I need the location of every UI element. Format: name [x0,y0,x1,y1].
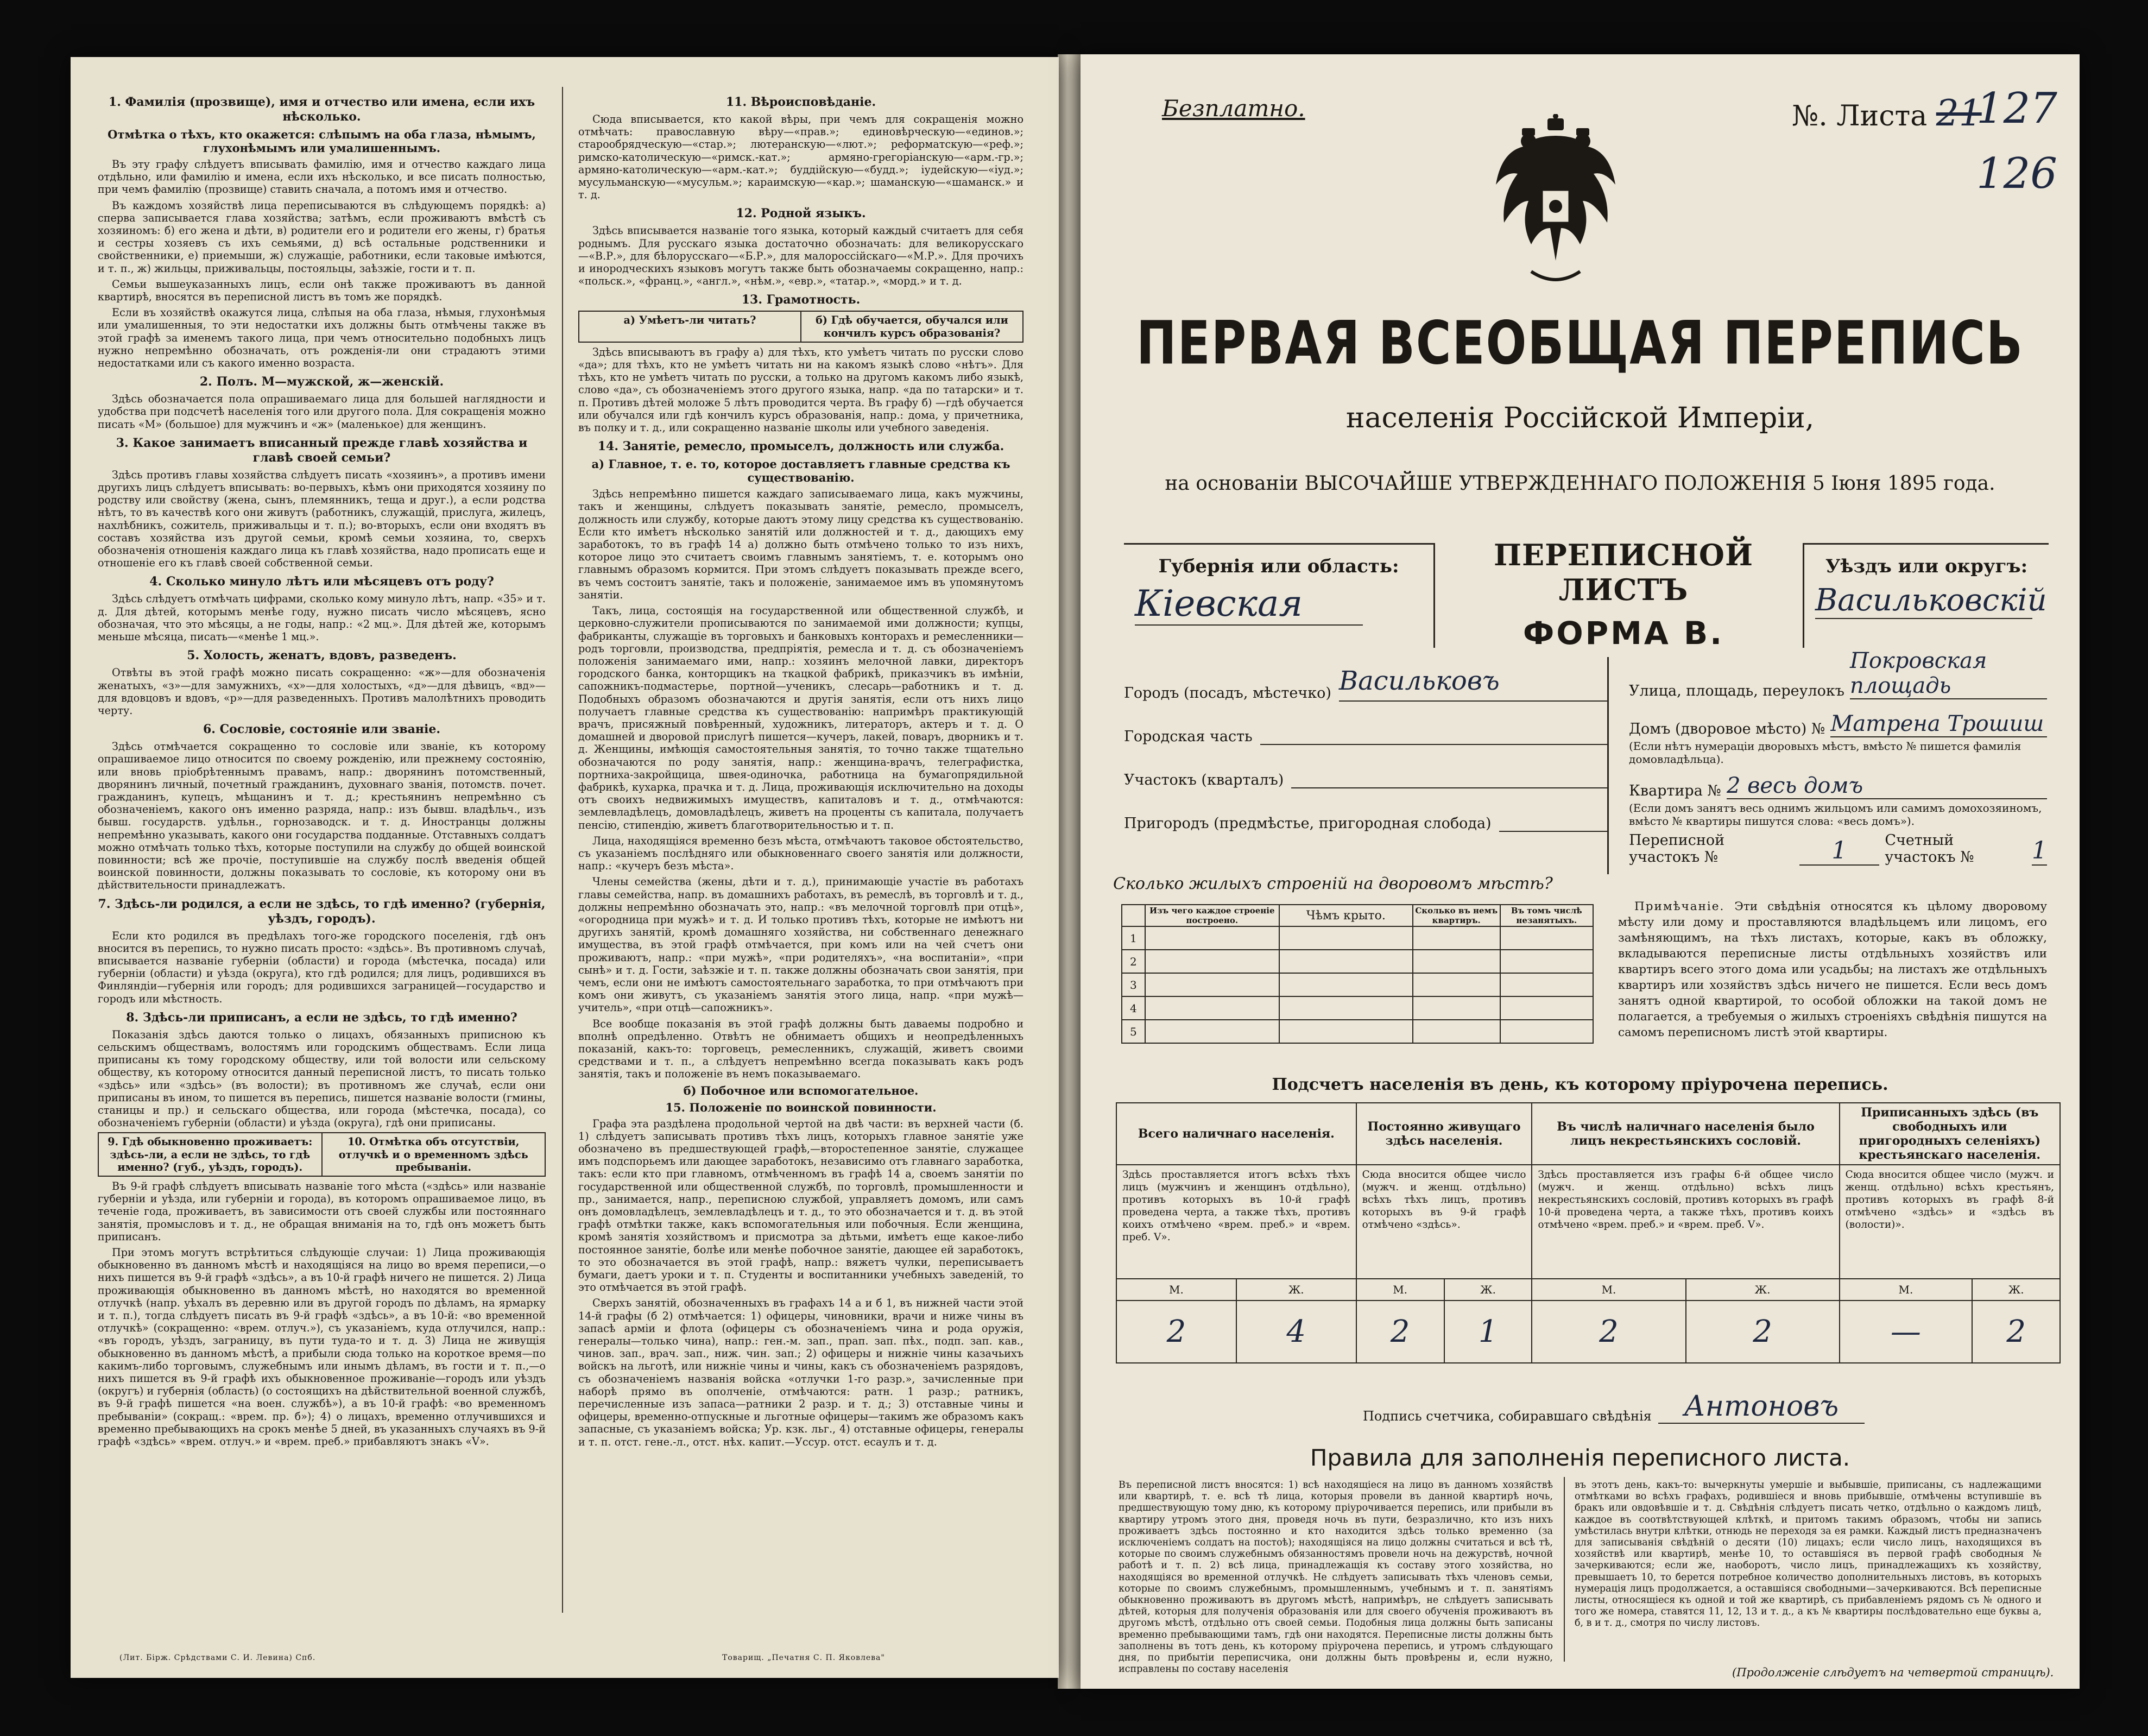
printer-note-left: (Лит. Бірж. Срѣдствами С. И. Левина) Спб. [119,1653,316,1662]
buildings-cell [1279,926,1413,950]
count-female-label: Ж. [1444,1279,1532,1301]
paired-heading-cell: а) Умѣетъ-ли читать? [579,312,801,341]
suburb-label: Пригородъ (предмѣстье, пригородная слобода) [1124,815,1492,832]
count-column-header: Въ числѣ наличнаго населенія было лицъ некрестьянскихъ сословій. [1532,1103,1839,1165]
form-title-line-1: ПЕРЕПИСНОЙ ЛИСТЪ [1494,538,1753,607]
continued-note: (Продолженіе слѣдуетъ на четвертой страницѣ). [1732,1666,2054,1679]
buildings-cell [1413,1020,1500,1043]
address-left-block [1124,657,1609,874]
buildings-row [1122,950,1593,973]
buildings-cell [1500,926,1593,950]
count-column-description: Здѣсь проставляется итогъ всѣхъ тѣхъ лицъ (мужчинъ и женщинъ отдѣльно), противъ которыхъ въ 10-й графѣ проведена черта, а также тѣхъ, противъ коихъ отмѣчено «врем. преб.» и «врем. преб. V». [1116,1165,1356,1279]
instruction-paragraph: Здѣсь непремѣнно пишется каждаго записываемаго лица, какъ мужчины, такъ и женщины, слѣдуетъ показывать занятіе, ремесло, промыселъ, должность или службу, которые даютъ этому лицу средства къ существованію. Если кто имѣетъ нѣсколько занятій или должностей и т. д., дающихъ ему заработокъ, то въ графѣ 14 а) должно быть отмѣчено только то изъ нихъ, которое лицо это считаетъ своимъ главнымъ занятіемъ, т. е. которымъ оно главнымъ образомъ кормится. При этомъ слѣдуетъ показывать прежде всего, въ чемъ состоитъ занятіе, такъ и положеніе, занимаемое имъ въ упомянутомъ занятіи. [578,488,1024,601]
section-heading: 3. Какое занимаетъ вписанный прежде главѣ хозяйства и главѣ своей семьи? [116,435,528,465]
city-field [1124,657,1607,702]
instruction-paragraph: Показанія здѣсь даются только о лицахъ, обязанныхъ приписною къ сельскимъ обществамъ, волостямъ или городскимъ обществамъ. Если лица приписаны къ тому городскому обществу, или той волости или сельскому обществу, къ которому относится данный переписной листъ, то писать только «здѣсь» или «здѣсь» (въ волости); въ противномъ же случаѣ, если они приписаны въ ином, то пишется въ перепись, пишется названіе волости (гмины, станицы и пр.) и сельскаго общества, или города (мѣстечка, посада), со обозначеніемъ губерніи (области) и уѣзда (округа), гдѣ они приписаны. [98,1028,546,1129]
city-part-value [1260,728,1607,745]
count-male-label: М. [1532,1279,1685,1301]
buildings-header-apartments: Сколько въ немъ квартиръ. [1413,905,1500,926]
street-field [1629,648,2047,699]
buildings-cell [1500,1020,1593,1043]
buildings-cell [1413,926,1500,950]
signature-row [1363,1390,1865,1424]
rules-divider [1564,1477,1565,1662]
gubernia-label: Губернія или область: [1158,555,1399,577]
section-heading: 8. Здѣсь-ли приписанъ, а если не здѣсь, то гдѣ именно? [126,1010,517,1025]
instruction-paragraph: Сюда вписывается, кто какой вѣры, при чемъ для сокращенія можно отмѣчать: православную вѣру—«прав.»; единовѣрческую—«единов.»; старообрядческую—«стар.»; лютеранскую—«лют.»; реформатскую—«реф.»; римско-католическую—«римск.-кат.»; армяно-грегоріанскую—«арм.-гр.»; армяно-католическую—«арм.-кат.»; буддійскую—«будд.»; іудейскую—«іуд.»; мусульманскую—«мусульм.»; караимскую—«кар.»; шаманскую—«шаманск.» и т. д. [578,113,1024,201]
count-male-value: 2 [1532,1301,1685,1363]
note-title: Примѣчаніе. [1634,900,1725,913]
count-district-label: Счетный участокъ № [1885,832,1974,866]
count-female-label: Ж. [1236,1279,1356,1301]
buildings-header-row [1122,905,1593,926]
instruction-paragraph: Здѣсь противъ главы хозяйства слѣдуетъ писать «хозяинъ», а противъ имени другихъ лицъ слѣдуетъ вписывать: во-первыхъ, кѣмъ они приходятся хозяину по родству или свойству (жена, сынъ, племянникъ, теща и друг.), а если родства нѣтъ, то въ качествѣ кого они живутъ (работникъ, служащій, прислуга, жилецъ, нахлѣбникъ, сожитель, приживальцы и т. п.); во-вторыхъ, если они входятъ въ составъ хозяйства изъ другой семьи, кромѣ семьи хозяина, то, сверхъ обозначенія отношенія каждаго лица къ главѣ хозяйства, надо прописать еще и отношеніе его къ главѣ своей собственной семьи. [98,468,546,570]
count-description-row [1116,1165,2060,1279]
count-column-header: Постоянно живущаго здѣсь населенія. [1356,1103,1532,1165]
districts-row [1629,828,2047,866]
paired-heading [98,1132,546,1177]
instruction-paragraph: Здѣсь вписывается названіе того языка, который каждый считаетъ для себя роднымъ. Для русскаго языка достаточно обозначать: для великорусскаго—«В.Р.», для бѣлорусскаго—«Б.Р.», для малороссійскаго—«М.Р.». Для прочихъ и инородческихъ языковъ могутъ также быть обозначаемы сокращенно, напр.: «польск.», «франц.», «англ.», «нѣм.», «евр.», «татар.», «морд.» и т. д. [578,224,1024,288]
instruction-paragraph: Графа эта раздѣлена продольной чертой на двѣ части: въ верхней части (б. 1) слѣдуетъ записывать противъ тѣхъ лицъ, которыхъ главное занятіе уже обозначено въ предшествующей графѣ,—второстепенное занятіе, служащее имъ подспорьемъ или дающее заработокъ, независимо отъ главнаго заработка, такъ: если кто при главномъ, отмѣченномъ въ графѣ 14 а, своемъ занятіи по государственной или общественной службѣ, по торговлѣ, промышленности и пр., занимается, напр., переписною службой, управляетъ домомъ, или самъ онъ домовладѣлецъ, землевладѣлецъ и т. д., то это обозначается и т. д. въ этой графѣ отмѣтки также, какъ вспомогательныя или побочныя. Если женщина, кромѣ занятія хозяйствомъ и присмотра за дѣтьми, имѣетъ еще какое-либо постоянное занятіе, болѣе или менѣе побочное занятіе, дающее ей заработокъ, то это обозначается въ этой графѣ, напр.: вяжетъ чулки, переписываетъ бумаги, даетъ уроки и т. п. Студенты и воспитанники учебныхъ заведеній, то это отмѣчается въ этой графѣ. [578,1117,1024,1294]
signature-label: Подпись счетчика, собиравшаго свѣдѣнія [1363,1409,1652,1424]
section-heading: 6. Сословіе, состояніе или званіе. [203,722,440,737]
free-label: Безплатно. [1162,95,1305,122]
count-male-label: М. [1356,1279,1444,1301]
count-female-value: 2 [1686,1301,1840,1363]
instruction-paragraph: Въ 9-й графѣ слѣдуетъ вписывать названіе того мѣста («здѣсь» или названіе губерніи и уѣзда, или губерніи и города), въ которомъ опрашиваемое лицо, въ теченіе года, проживаетъ, въ зависимости отъ своей службы или постояннаго занятія, промысловъ и т. д., не обращая вниманія на то, гдѣ онъ можетъ быть приписанъ. [98,1180,546,1243]
column-divider [562,87,563,1613]
instruction-paragraph: При этомъ могутъ встрѣтиться слѣдующіе случаи: 1) Лица проживающія обыкновенно въ данномъ мѣстѣ и находящіяся на лицо во время переписи,—о нихъ пишется въ 9-й графѣ «здѣсь», а въ 10-й графѣ ничего не пишется. 2) Лица проживающія обыкновенно въ данномъ мѣстѣ, но находятся во временной отлучкѣ (напр. уѣхалъ въ деревню или въ другой городъ по дѣламъ, на ярмарку и т. п.), тогда слѣдуетъ писать въ 9-й графѣ «здѣсь», а въ 10-й: «во временной отлучкѣ» (сокращенно: «врем. отлуч.»), съ указаніемъ, куда отлучился, напр.: «въ городъ, уѣздъ, заграницу, въ пути туда-то и т. д. 3) Лица не живущія обыкновенно въ данномъ мѣстѣ, а прибыли сюда только на короткое время—по какимъ-либо торговымъ, служебнымъ или инымъ дѣламъ, въ гости и т. п.,—о нихъ пишется въ 9-й графѣ ихъ обыкновенное проживаніе—городъ или уѣздъ (округъ) и губернія (область) (о состоящихъ на дѣйствительной военной службѣ, въ 9-й графѣ пишется «на воен. службѣ»), а въ 10-й графѣ: «во временномъ пребываніи» (сокращ.: «врем. пр. б»); 4) о лицахъ, временно отлучившихся и временно пребывающихъ на срокъ менѣе 5 дней, въ указанныхъ случаяхъ въ 9-й графѣ «здѣсь» «врем. отлуч.» и «врем. преб.» прибавляютъ знакъ «V». [98,1246,546,1448]
census-subtitle: населенія Россійской Имперіи, [1345,402,1815,434]
instruction-paragraph: Сверхъ занятій, обозначенныхъ въ графахъ 14 а и б 1, въ нижней части этой 14-й графы (б 2) отмѣчается: 1) офицеры, чиновники, врачи и ниже чины въ запасѣ арміи и флота (офицеры съ обозначеніемъ чина и рода оружія, генералы—только чина), напр.: ген.-м. зап., прап. зап. пѣх., подп. зап. кав., чинов. зап., врач. зап., ниж. чин. зап.; 2) офицеры и нижніе чины казачьихъ войскъ на льготѣ, или нижніе чины и чины, какъ съ обозначеніемъ разрядовъ, съ обозначеніемъ названія войска «отлучки 1-го разр.», зачисленные при наборѣ прямо въ ополченіе, отмѣчаются: ратн. 1 разр.; ратникъ, перечисленные изъ запаса—ратники 2 разр. и т. д.; 3) отставные чины и офицеры, временно-отпускные и льготные офицеры—такимъ же образомъ какъ запасные, съ указаніемъ войска; Ур. кзк. льг., 4) отставные офицеры, генералы и т. п. отст. гене.-л., отст. нѣх. капит.—Уссур. отст. есаулъ и т. д. [578,1297,1024,1448]
buildings-cell [1279,973,1413,996]
section-heading: 4. Сколько минуло лѣтъ или мѣсяцевъ отъ роду? [149,575,494,589]
margin-number-1: 127 [1976,84,2057,133]
uezd-value: Васильковскій [1815,583,2047,618]
section-subheading: б) Побочное или вспомогательное. [683,1083,919,1097]
section-heading: 2. Полъ. М—мужской, ж—женскій. [199,375,444,389]
count-female-value: 4 [1236,1301,1356,1363]
count-male-value: — [1840,1301,1973,1363]
rules-text-left: Въ переписной листъ вносятся: 1) всѣ находящіеся на лицо въ данномъ хозяйствѣ или квартирѣ, т. е. всѣ тѣ лица, которыя провели въ данной квартирѣ ночь, предшествующую тому дню, къ которому пріурочивается перепись, или прибыли въ квартиру утромъ этого дня, проведя ночь въ пути, безразлично, кто изъ нихъ проживаетъ здѣсь постоянно и кто находится здѣсь только временно (за исключеніемъ солдатъ на постоѣ); находящіяся на лицо должны считаться и всѣ тѣ, которые по своимъ служебнымъ обязанностямъ провели ночь на дежурствѣ, ночной работѣ и т. п. 2) всѣ лица, принадлежащія къ составу этого хозяйства, но находящіяся во временной отлучкѣ. Не слѣдуетъ записывать тѣхъ членовъ семьи, которые по своимъ служебнымъ, промышленнымъ, учебнымъ и т. п. занятіямъ обыкновенно проживаютъ въ другомъ мѣстѣ, напримѣръ, не слѣдуетъ записывать дѣтей, которыя для полученія образованія или для своего обученія проживаютъ въ другомъ мѣстѣ, отдѣльно отъ своей семьи. Подобныя лица должны быть записаны временно пребывающими тамъ, гдѣ они находятся. Переписные листы должны быть заполнены въ тотъ день, къ которому пріурочена перепись, и утромъ слѣдующаго дня, по прибытіи переписчика, они должны быть провѣрены и, если нужно, исправлены по составу населенія [1119,1480,1553,1675]
instruction-paragraph: Въ эту графу слѣдуетъ вписывать фамилію, имя и отчество каждаго лица отдѣльно, или фамилію и имена, если ихъ нѣсколько, и все писать полностью, при чемъ фамилію (прозвище) ставить сначала, а потомъ имя и отчество. [98,158,546,196]
quarter-label: Участокъ (кварталъ) [1124,772,1284,788]
count-column-description: Здѣсь проставляется изъ графы 6-й общее число (мужч. и женщ. отдѣльно) всѣхъ лицъ некрестьянскихъ сословій, противъ которыхъ въ графѣ 10-й проведена черта, а также тѣхъ, противъ коихъ отмѣчено «врем. преб.» и «врем. преб. V». [1532,1165,1839,1279]
section-subheading: Отмѣтка о тѣхъ, кто окажется: слѣпымъ на оба глаза, нѣмымъ, глухонѣмымъ или умалишеннымъ. [108,128,536,155]
note-block [1618,899,2047,1040]
double-headed-eagle-emblem [1490,114,1621,282]
rules-text-right: въ этотъ день, какъ-то: вычеркнуты умершіе и выбывшіе, приписаны, съ надлежащими отмѣтками во всѣхъ графахъ, родившіеся и вновь прибывшіе, отмѣчены вступившіе въ бракъ или овдовѣвшіе и т. д. Свѣдѣнія слѣдуетъ писать четко, отдѣльно о каждомъ лицѣ, каждое въ соотвѣтствующей клѣткѣ, и притомъ такимъ образомъ, чтобы ни запись умѣстилась внутри клѣтки, отнюдь не переходя за ея рамки. Каждый листъ предназначенъ для записыванія свѣдѣній о десяти (10) лицахъ; если число лицъ, находящихся въ хозяйствѣ или квартирѣ, менѣе 10, то оставшіяся въ первой графѣ свободныя № зачеркиваются; если же, наоборотъ, число лицъ, принадлежащихъ къ хозяйству, превышаетъ 10, то берется потребное количество дополнительныхъ листовъ, въ которыхъ нумерація лицъ продолжается, а оставшіяся свободными—зачеркиваются. Всѣ переписные листы, относящіеся къ одной и той же квартирѣ, съ прибавленіемъ рядомъ съ № одного и того же номера, ставятся 11, 12, 13 и т. д., а къ № квартиры послѣдовательно еще буквы а, б, в и т. д., смотря по числу листовъ. [1575,1480,2042,1629]
section-heading: 11. Вѣроисповѣданіе. [725,95,876,109]
buildings-body [1122,926,1593,1043]
instruction-paragraph: Отвѣты въ этой графѣ можно писать сокращенно: «ж»—для обозначенія женатыхъ, «з»—для замужнихъ, «х»—для холостыхъ, «д»—для дѣвицъ, «вд»—для вдовцовъ и вдовъ, «р»—для разведенныхъ. Противъ малолѣтнихъ проводить черту. [98,666,546,717]
buildings-header-roof: Чѣмъ крыто. [1279,905,1413,926]
buildings-row-number: 5 [1122,1020,1145,1043]
count-column-description: Сюда вносится общее число (мужч. и женщ. отдѣльно) всѣхъ крестьянъ, противъ которыхъ въ графѣ 8-й отмѣчено «здѣсь» и «здѣсь въ (волости)». [1840,1165,2060,1279]
section-heading: 5. Холость, женатъ, вдовъ, разведенъ. [187,648,457,663]
section-heading: 1. Фамилія (прозвище), имя и отчество или имена, если ихъ нѣсколько. [108,95,535,124]
buildings-header-num [1122,905,1145,926]
buildings-cell [1500,950,1593,973]
apartment-value: 2 весь домъ [1727,773,2047,799]
city-part-field [1124,702,1607,745]
count-column-header: Всего наличнаго населенія. [1116,1103,1356,1165]
instruction-paragraph: Члены семейства (жены, дѣти и т. д.), принимающіе участіе въ работахъ главы семейства, напр. въ домашнихъ работахъ, въ ремеслѣ, въ торговлѣ и т. д., должны непремѣнно обозначать это, напр.: «въ мелочной торговлѣ при отцѣ», «огородница при мужѣ» и т. д. И только противъ тѣхъ, которые не имѣютъ ни другихъ занятій, кромѣ домашняго хозяйства, ни собственнаго денежнаго имущества, въ этой графѣ отмѣчается, при комъ или на чей счетъ они проживаютъ, напр.: «при мужѣ», «при родителяхъ», «на воспитаніи», «при сынѣ» и т. д. Гости, заѣзжіе и т. п. также должны обозначать свои занятія, при чемъ, если они не имѣютъ самостоятельнаго заработка, то при отмѣчаютъ при комъ они живутъ, съ указаніемъ занятія этого лица, напр. «при мужѣ—учитель», «при отцѣ—сапожникъ». [578,875,1024,1014]
count-column-description: Сюда вносится общее число (мужч. и женщ. отдѣльно) всѣхъ тѣхъ лицъ, противъ которыхъ въ 9-й графѣ отмѣчено «здѣсь». [1356,1165,1532,1279]
street-value: Покровская площадь [1850,648,2047,699]
instructions-column-1 [98,90,546,1610]
count-male-value: 2 [1356,1301,1444,1363]
buildings-cell [1279,1020,1413,1043]
buildings-cell [1500,996,1593,1020]
census-main-title: ПЕРВАЯ ВСЕОБЩАЯ ПЕРЕПИСЬ [1136,308,2024,378]
instruction-paragraph: Семьи вышеуказанныхъ лицъ, если онѣ также проживаютъ въ данной квартирѣ, вносятся въ переписной листъ въ томъ же порядкѣ. [98,277,546,304]
paired-heading-cell: 10. Отмѣтка объ отсутствіи, отлучкѣ и о временномъ здѣсь пребываніи. [338,1135,528,1173]
literacy-subheader [578,311,1024,342]
buildings-cell [1413,973,1500,996]
instruction-paragraph: Если въ хозяйствѣ окажутся лица, слѣпыя на оба глаза, нѣмыя, глухонѣмыя или умалишенныя, то эти недостатки ихъ должны быть отмѣчены также въ этой графѣ за именемъ такого лица, при чемъ относительно подобныхъ лицъ нужно непремѣнно обозначать, отъ рожденія-ли они страдаютъ этими недостатками или съ какого именно возраста. [98,306,546,370]
book-spine [1058,54,1082,1689]
buildings-cell [1145,996,1279,1020]
buildings-row [1122,926,1593,950]
uezd-box [1803,543,2049,648]
section-subheading: 15. Положеніе по воинской повинности. [665,1100,937,1114]
buildings-cell [1145,926,1279,950]
instruction-paragraph: Такъ, лица, состоящія на государственной или общественной службѣ, и церковно-служители прописываются по занимаемой ими должности; купцы, фабриканты, служащіе въ торговыхъ и банковыхъ конторахъ и ремесленники—родъ торговли, производства, предпріятія, ремесла и т. д. съ обозначеніемъ положенія занимаемаго ими, напр.: хозяинъ мелочной лавки, директоръ городского банка, конторщикъ на ткацкой фабрикѣ, приказчикъ въ имѣніи, сапожникъ-подмастерье, портной—ученикъ, слесарь—работникъ и т. д. Подобныхъ образомъ обозначаются и другія занятія, если отъ нихъ лицо получаетъ главные средства къ существованію: напримѣръ практикующій врачъ, присяжный повѣренный, художникъ, литераторъ, актеръ и т. д. О домашней и дворовой прислугѣ пишется—кучеръ, лакей, поваръ, дворникъ и т. д. Женщины, имѣющія самостоятельныя занятія, то точно также тщательно обозначаются по роду занятія, напр.: женщина-врачъ, телеграфистка, портниха-закройщица, швея-одиночка, работница на бумагопрядильной фабрикѣ, кухарка, прачка и т. д. Лица, проживающія исключительно на доходы отъ своихъ недвижимыхъ имуществъ, капиталовъ и т. д., отмѣчаются: землевладѣлецъ, домовладѣлецъ, живетъ на проценты съ капитала, получаетъ пенсію, стипендію, живетъ благотворительностью и т. п. [578,604,1024,831]
street-label: Улица, площадь, переулокъ [1629,683,1844,699]
gubernia-box [1124,543,1435,648]
buildings-row [1122,1020,1593,1043]
city-value: Васильковъ [1339,666,1607,702]
section-heading: 13. Грамотность. [741,293,861,307]
buildings-table [1121,904,1594,1044]
printer-note-right: Товарищ. „Печатня С. П. Яковлева" [722,1653,885,1662]
instruction-paragraph: Въ каждомъ хозяйствѣ лица переписываются въ слѣдующемъ порядкѣ: а) сперва записывается глава хозяйства; затѣмъ, если проживаютъ вмѣстѣ съ хозяиномъ: б) его жена и дѣти, в) родители его и родители его жены, г) братья и сестры хозяевъ съ ихъ семьями, д) всѣ остальные родственники и свойственники, е) приемыши, ж) служащіе, работники, если таковые имѣются, и т. п., ж) жильцы, приживальцы, постояльцы, заѣзжіе, гости и т. п. [98,199,546,275]
city-label: Городъ (посадъ, мѣстечко) [1124,685,1331,702]
buildings-cell [1413,996,1500,1020]
buildings-cell [1145,973,1279,996]
population-count-body [1116,1103,2060,1363]
suburb-value [1499,815,1607,832]
count-male-label: М. [1116,1279,1236,1301]
apartment-field [1629,766,2047,799]
suburb-field [1124,788,1607,832]
instruction-paragraph: Здѣсь отмѣчается сокращенно то сословіе или званіе, къ которому опрашиваемое лицо относится по своему рожденію, или прежнему состоянію, или вновь пріобрѣтеннымъ правамъ, напр.: дворянинъ потомственный, дворянинъ личный, почетный гражданинъ, духовнаго званія, потомств. почет. гражданинъ, купецъ, мѣщанинъ и т. д.; крестьянинъ непремѣнно съ обозначеніемъ, какого онъ именно разряда, напр.: изъ бывш. владѣльч., изъ бывш. государств. удѣльн., горнозаводск. и т. д. Иностранцы должны непремѣнно указывать, какого они государства подданные. Отставныхъ солдатъ можно отмѣчать только тѣхъ, которые поступили на службу до общей воинской повинности; всѣ же прочіе, поступившіе на службу послѣ введенія общей воинской повинности, должны показывать то сословіе, къ которому они въ дѣйствительности принадлежатъ. [98,740,546,892]
paired-heading-cell: б) Гдѣ обучается, обучался или кончилъ курсъ образованія? [816,314,1008,339]
buildings-cell [1500,973,1593,996]
count-female-value: 2 [1972,1301,2060,1363]
count-header-row [1116,1103,2060,1165]
form-title-block [1455,538,1792,652]
instruction-paragraph: Лица, находящіяся временно безъ мѣста, отмѣчаютъ таковое обстоятельство, съ указаніемъ послѣдняго или обыкновеннаго своего занятія или должности, напр.: «кучеръ безъ мѣста». [578,834,1024,873]
section-heading: 7. Здѣсь-ли родился, а если не здѣсь, то гдѣ именно? (губернія, уѣздъ, городъ). [98,897,546,926]
note-text: Эти свѣдѣнія относятся къ цѣлому дворовому мѣсту или дому и проставляются владѣльцемъ или лицомъ, его замѣняющимъ, на тѣхъ листахъ, которые, какъ въ обложку, вкладываются переписные листы отдѣльныхъ хозяйствъ или квартиръ всего этого дома или усадьбы; на листахъ же отдѣльныхъ квартиръ или хозяйствъ здѣсь ничего не пишется. Если весь домъ занятъ одной квартирой, то особой обложки на такой домъ не полагается, а требуемыя о жилыхъ строеніяхъ свѣдѣнія пишутся на самомъ переписномъ листѣ этой квартиры. [1618,900,2047,1039]
quarter-value [1291,771,1607,788]
count-female-value: 1 [1444,1301,1532,1363]
sheet-number-value: 21 [1936,92,1982,134]
buildings-cell [1413,950,1500,973]
instruction-paragraph: Здѣсь слѣдуетъ отмѣчать цифрами, сколько кому минуло лѣтъ, напр. «35» и т. д. Для дѣтей, которымъ менѣе году, нужно писать число мѣсяцевъ, ясно обозначая, что это мѣсяцы, а не годы, напр.: «2 мц.». Для дѣтей же, которымъ меньше мѣсяца, писать—«менѣе 1 мц.». [98,592,546,643]
buildings-cell [1279,950,1413,973]
count-male-label: М. [1840,1279,1973,1301]
sheet-number-label [1792,92,1982,134]
count-female-label: Ж. [1686,1279,1840,1301]
house-field [1629,699,2047,737]
population-count-title: Подсчетъ населенія въ день, къ которому пріурочена перепись. [1272,1075,1888,1094]
instruction-paragraph: Если кто родился въ предѣлахъ того-же городского поселенія, гдѣ онъ вносится въ перепись, то нужно писать просто: «здѣсь». Въ противномъ случаѣ, вписывается названіе губерніи (области) и города (мѣстечка, посада) или губерніи (области) и уѣзда (округа), кто гдѣ родился; для лицъ, родившихся въ Финляндіи—губернія или городъ; для родившихся заграницей—государство и городъ или мѣстность. [98,929,546,1005]
left-page-instructions [71,57,1059,1678]
right-page-census-form [1081,54,2080,1689]
buildings-cell [1279,996,1413,1020]
instruction-paragraph: Здѣсь обозначается пола опрашиваемаго лица для большей наглядности и удобства при подсчетѣ населенія того или другого пола. Для сокращенія можно писать «М» (большое) для мужчинъ и «ж» (маленькое) для женщинъ. [98,393,546,431]
rules-title: Правила для заполненія переписного листа. [1310,1444,1850,1471]
count-female-label: Ж. [1972,1279,2060,1301]
gubernia-value: Кіевская [1135,583,1363,626]
signature-value: Антоновъ [1658,1390,1865,1424]
instruction-paragraph: Все вообще показанія въ этой графѣ должны быть даваемы подробно и вполнѣ опредѣленно. Отвѣтъ не обнимаетъ общихъ и неопредѣленныхъ показаній, какъ-то: торговецъ, ремесленникъ, служащій, живетъ своими средствами и т. п., а слѣдуетъ непремѣнно всегда показывать какъ родъ занятія, такъ и положеніе въ немъ показываемаго. [578,1017,1024,1081]
count-male-value: 2 [1116,1301,1236,1363]
instructions-column-2 [578,90,1024,1610]
paired-heading-cell: 9. Гдѣ обыкновенно проживаетъ: здѣсь-ли, а если не здѣсь, то гдѣ именно? (губ., уѣздъ, городъ). [99,1133,323,1176]
buildings-row [1122,973,1593,996]
population-count-table [1116,1102,2061,1363]
count-sex-row [1116,1279,2060,1301]
house-label: Домъ (дворовое мѣсто) № [1629,721,1825,737]
apartment-label: Квартира № [1629,782,1721,799]
margin-number-2: 126 [1976,149,2057,198]
census-district-value: 1 [1799,837,1880,866]
census-district-label: Переписной участокъ № [1629,832,1725,866]
address-right-block [1629,648,2047,866]
buildings-row-number: 3 [1122,973,1145,996]
buildings-question: Сколько жилыхъ строеній на дворовомъ мѣстѣ? [1113,874,1553,893]
buildings-row-number: 1 [1122,926,1145,950]
count-column-header: Приписанныхъ здѣсь (въ свободныхъ или пригородныхъ селеніяхъ) крестьянскаго населенія. [1840,1103,2060,1165]
section-subheading: а) Главное, т. е. то, которое доставляетъ главные средства къ существованію. [591,457,1010,485]
count-values-row [1116,1301,2060,1363]
city-part-label: Городская часть [1124,728,1253,745]
house-note: (Если нѣтъ нумераціи дворовыхъ мѣстъ, вмѣсто № пишется фамилія домовладѣльца). [1629,740,2021,766]
sheet-number-text: №. Листа [1792,100,1928,132]
census-legal-basis: на основаніи ВЫСОЧАЙШЕ УТВЕРЖДЕННАГО ПОЛОЖЕНІЯ 5 Іюня 1895 года. [1165,472,1995,495]
buildings-header-vacant: Въ томъ числѣ незанятыхъ. [1500,905,1593,926]
buildings-cell [1145,950,1279,973]
buildings-row-number: 4 [1122,996,1145,1020]
uezd-label: Уѣздъ или округъ: [1825,555,2028,577]
buildings-header-material: Изъ чего каждое строеніе построено. [1145,905,1279,926]
buildings-row [1122,996,1593,1020]
buildings-row-number: 2 [1122,950,1145,973]
form-title-line-2: ФОРМА В. [1522,615,1724,652]
house-value: Матрена Трошиш [1830,711,2047,737]
quarter-field [1124,745,1607,788]
section-heading: 14. Занятіе, ремесло, промыселъ, должность или служба. [597,439,1004,454]
apartment-note: (Если домъ занятъ весь однимъ жильцомъ или самимъ домохозяиномъ, вмѣсто № квартиры пишутся слова: «весь домъ»). [1629,801,2042,828]
count-district-value: 1 [2032,837,2047,864]
section-heading: 12. Родной языкъ. [736,206,866,221]
buildings-cell [1145,1020,1279,1043]
instruction-paragraph: Здѣсь вписываютъ въ графу а) для тѣхъ, кто умѣетъ читать по русски слово «да»; для тѣхъ, кто не умѣетъ читать ни на какомъ языкѣ слово «нѣтъ». Для тѣхъ, кто не умѣетъ читать по русски, а только на другомъ какомъ либо языкѣ, слово «да», съ обозначеніемъ этого другого языка, напр. «да по татарски» и т. п. Противъ дѣтей моложе 5 лѣтъ проводится черта. Въ графу б) —гдѣ обучается или обучался или гдѣ кончилъ курсъ образованія, напр.: дома, у причетника, въ полку и т. д., или сокращенно названіе школы или учебного заведенія. [578,345,1024,434]
